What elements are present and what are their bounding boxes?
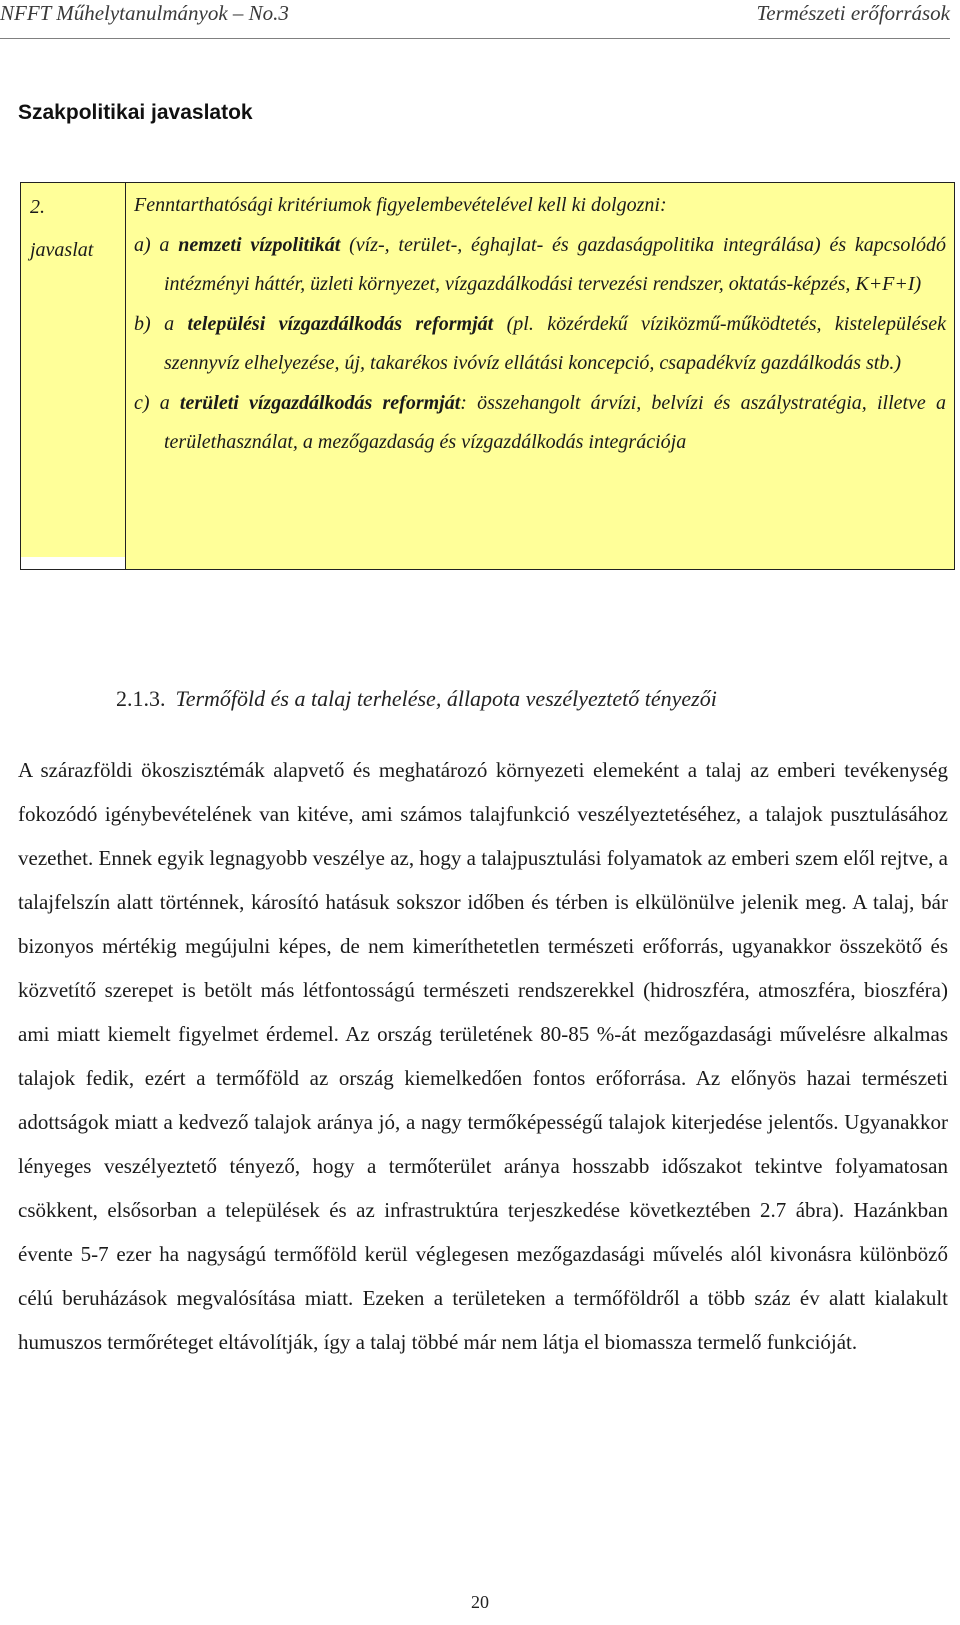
subsection-heading [116,686,717,712]
item-a-text: (víz-, terület-, éghajlat- és gazdaságpolitika integrálása) és kapcsolódó intézményi háttér, üzleti környezet, vízgazdálkodási tervezési rendszer, oktatás-képzés, K+F+I) [164,233,946,295]
recommendation-word: javaslat [30,239,94,261]
item-b-text: (pl. közérdekű víziközmű-működtetés, kistelepülések szennyvíz elhelyezése, új, takarékos ivóvíz ellátási koncepció, csapadékvíz gazdálkodás stb.) [164,312,946,374]
subsection-title: Termőföld és a talaj terhelése, állapota veszélyeztető tényezői [175,686,717,711]
recommendation-number: 2. [30,196,45,218]
body-paragraph: A szárazföldi ökoszisztémák alapvető és meghatározó környezeti elemeként a talaj az emberi tevékenység fokozódó igénybevételének van kitéve, ami számos talajfunkció veszélyeztetéséhez, a talajok pusztulásához vezethet. Ennek egyik legnagyobb veszélye az, hogy a talajpusztulási folyamatok az emberi szem elől rejtve, a talajfelszín alatt történnek, károsító hatásuk sokszor időben és térben is elkülönülve jelenik meg. A talaj, bár bizonyos mértékig megújulni képes, de nem kimeríthetetlen természeti erőforrás, ugyanakkor összekötő és közvetítő szerepet is betölt más létfontosságú természeti rendszerekkel (hidroszféra, atmoszféra, bioszféra) ami miatt kiemelt figyelmet érdemel. Az ország területének 80-85 %-át mezőgazdasági művelésre alkalmas talajok fedik, ezért a termőföld az ország kiemelkedően fontos erőforrása. Az előnyös hazai természeti adottságok miatt a kedvező talajok aránya jó, a nagy termőképességű talajok kiterjedése jelentős. Ugyanakkor lényeges veszélyeztető tényező, hogy a termőterület aránya hosszabb időszakot tekintve folyamatosan csökkent, elsősorban a települések és az infrastruktúra terjeszkedése következtében 2.7 ábra). Hazánkban évente 5-7 ezer ha nagyságú termőföld kerül véglegesen mezőgazdasági művelés alól kivonásra különböző célú beruházások megvalósítása miatt. Ezeken a területeken a termőföldről a több száz év alatt kialakult humuszos termőréteget eltávolítják, így a talaj többé már nem látja el biomassza termelő funkcióját. [18,758,948,1354]
item-b-emphasis: települési vízgazdálkodás reformját [187,312,494,335]
recommendation-intro: Fenntarthatósági kritériumok figyelembevételével kell ki dolgozni: [134,194,667,216]
item-c-emphasis: területi vízgazdálkodás reformját [179,391,461,414]
item-c-text: : összehangolt árvízi, belvízi és aszálystratégia, illetve a területhasználat, a mezőgazdaság és vízgazdálkodás integrációja [164,391,946,453]
recommendation-item-a [134,226,946,305]
header-publication-title: NFFT Műhelytanulmányok – No.3 [0,1,289,25]
box-divider [125,183,126,569]
item-a-emphasis: nemzeti vízpolitikát [178,233,341,256]
recommendation-box [20,182,955,570]
recommendation-label [21,183,125,272]
section-heading: Szakpolitikai javaslatok [18,101,253,124]
recommendation-item-b [134,305,946,384]
page-number: 20 [471,1592,489,1612]
header-chapter-title: Természeti erőforrások [756,1,950,25]
recommendation-item-c [134,384,946,463]
subsection-number: 2.1.3. [116,686,166,711]
box-label-strip [21,557,125,569]
header-rule [0,38,950,39]
item-c-prefix: c) a [134,391,180,414]
page-header [0,0,960,40]
item-b-prefix: b) a [134,312,188,335]
recommendation-content [134,186,946,463]
item-a-prefix: a) a [134,233,179,256]
